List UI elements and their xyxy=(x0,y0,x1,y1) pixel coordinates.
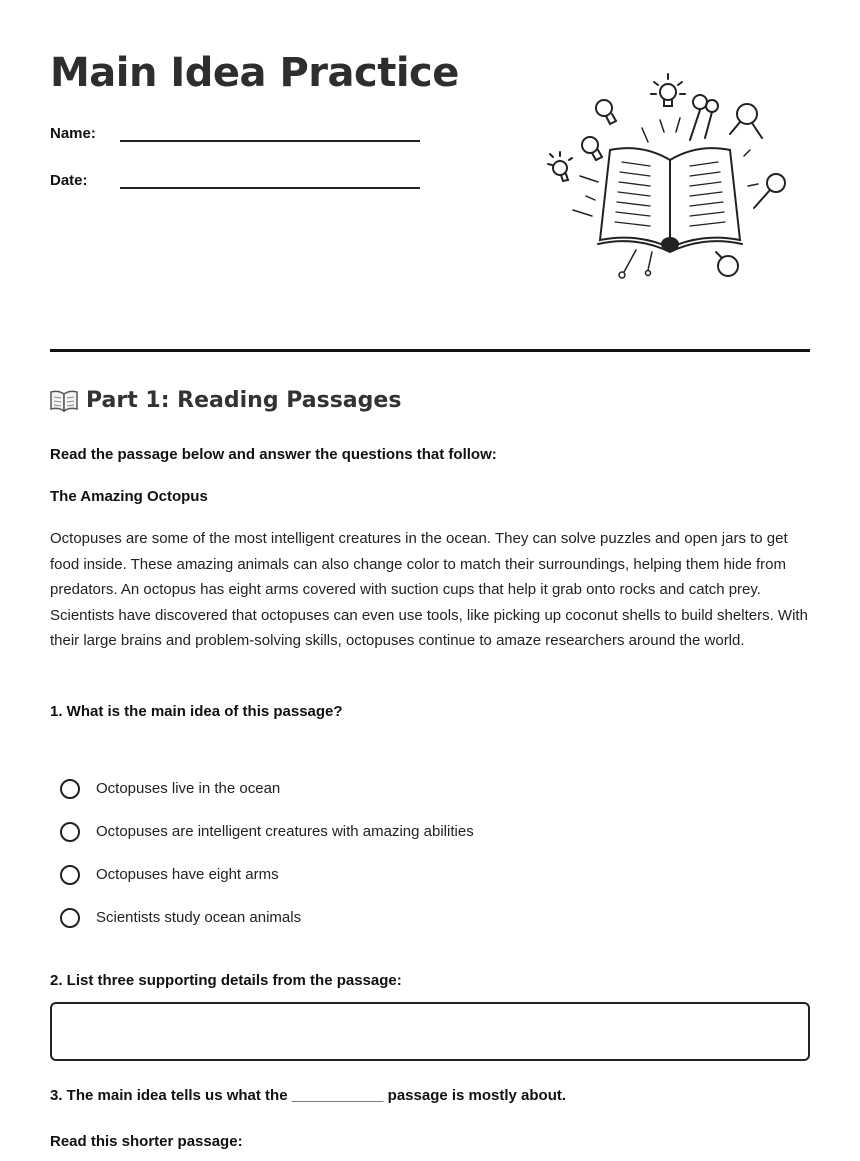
date-label: Date: xyxy=(50,172,88,189)
open-book-icon xyxy=(50,390,78,412)
name-write-line[interactable] xyxy=(120,122,420,142)
radio-button[interactable] xyxy=(60,822,80,842)
option-label: Octopuses are intelligent creatures with amazing abilities xyxy=(96,823,474,840)
option-label: Octopuses have eight arms xyxy=(96,866,279,883)
name-label: Name: xyxy=(50,125,96,142)
open-book-drawing xyxy=(598,148,742,252)
lightbulb-icon-far-left xyxy=(548,152,572,181)
lightbulb-icon-left xyxy=(582,137,602,160)
option-label: Octopuses live in the ocean xyxy=(96,780,281,797)
page-title: Main Idea Practice xyxy=(50,50,459,96)
date-write-line[interactable] xyxy=(120,169,420,189)
section-title xyxy=(50,388,401,413)
magnifier-icon-top-right xyxy=(730,104,762,138)
radio-button[interactable] xyxy=(60,908,80,928)
balloons-icon xyxy=(690,95,718,140)
option-1[interactable] xyxy=(60,767,474,810)
name-field-row xyxy=(50,122,420,142)
magnifier-icon-bottom xyxy=(716,252,738,276)
option-3[interactable] xyxy=(60,853,474,896)
instructions: Read the passage below and answer the questions that follow: xyxy=(50,446,497,463)
radio-button[interactable] xyxy=(60,865,80,885)
question-3: 3. The main idea tells us what the ___________ passage is mostly about. xyxy=(50,1087,567,1104)
option-label: Scientists study ocean animals xyxy=(96,909,302,926)
option-2[interactable] xyxy=(60,810,474,853)
passage-text: Octopuses are some of the most intelligent creatures in the ocean. They can solve puzzles and open jars to get food inside. These amazing animals can also change color to match their surroundings, helping them hide from predators. An octopus has eight arms covered with suction cups that help it grab onto rocks and catch prey. Scientists have discovered that octopuses can even use tools, like picking up coconut shells to build shelters. With their large brains and problem-solving skills, octopuses continue to amaze researchers around the world. xyxy=(50,530,808,650)
book-ideas-illustration xyxy=(540,70,790,290)
section-title-text: Part 1: Reading Passages xyxy=(86,388,402,413)
lightbulb-icon-left-top xyxy=(596,100,616,124)
passage-title: The Amazing Octopus xyxy=(50,488,208,505)
lightbulb-icon-top xyxy=(651,74,685,106)
question-1: 1. What is the main idea of this passage? xyxy=(50,703,343,720)
option-4[interactable] xyxy=(60,896,474,939)
magnifier-icon-right xyxy=(754,174,785,208)
question-1-options xyxy=(60,767,474,939)
question-2: 2. List three supporting details from the passage: xyxy=(50,972,402,989)
date-field-row xyxy=(50,169,420,189)
shorter-passage-prompt: Read this shorter passage: xyxy=(50,1133,243,1150)
supporting-details-input[interactable] xyxy=(50,1002,810,1061)
section-divider xyxy=(50,349,810,352)
radio-button[interactable] xyxy=(60,779,80,799)
